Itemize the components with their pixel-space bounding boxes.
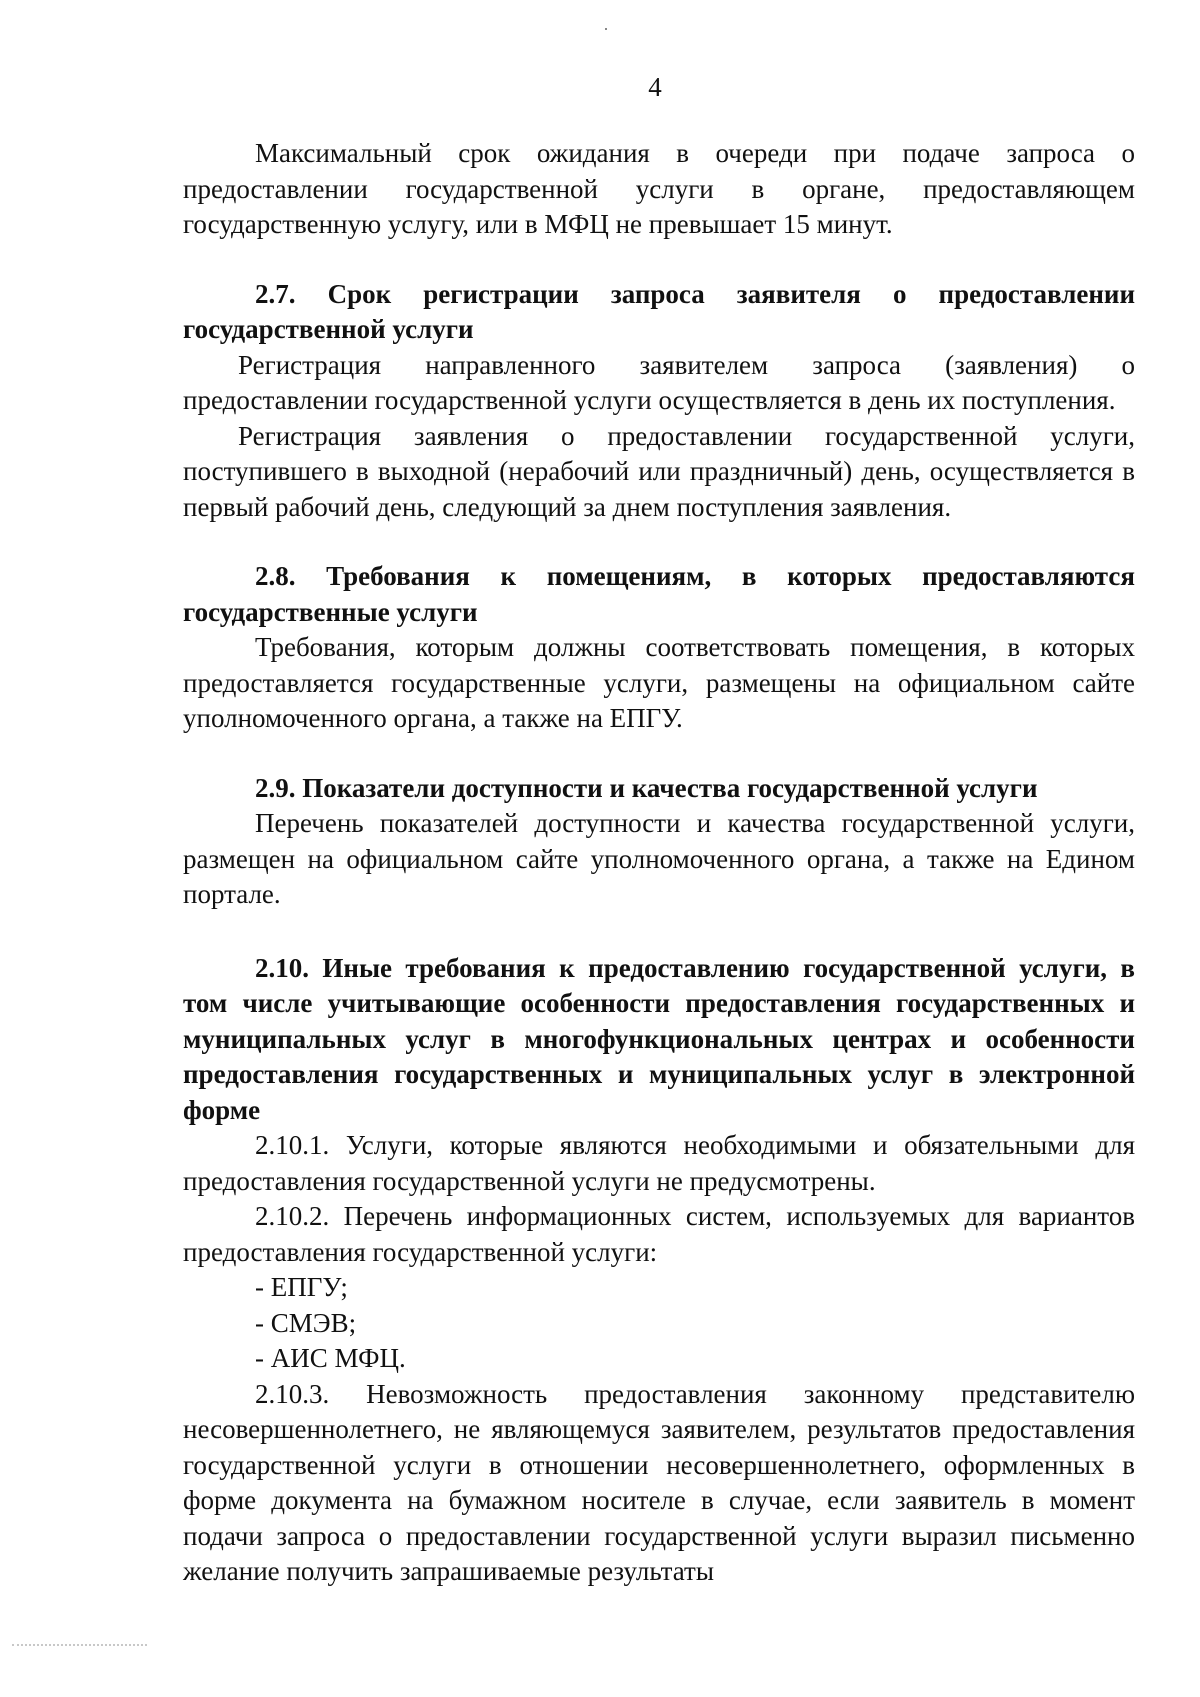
scan-margin-dots	[12, 1644, 147, 1646]
document-body	[183, 136, 1135, 1590]
paragraph-2-10-3: 2.10.3. Невозможность предоставления законному представителю несовершеннолетнего, не являющемуся заявителем, результатов предоставления государственной услуги в отношении несовершеннолетнего, оформленных в форме документа на бумажном носителе в случае, если заявитель в момент подачи запроса о предоставлении государственной услуги выразил письменно желание получить запрашиваемые результаты	[183, 1378, 1135, 1586]
section-title-2-9: 2.9. Показатели доступности и качества государственной услуги	[255, 772, 1038, 803]
list-item-epgu: - ЕПГУ;	[255, 1272, 348, 1302]
paragraph-2-7-holiday: Регистрация заявления о предоставлении государственной услуги, поступившего в выходной (нерабочий или праздничный) день, осуществляется в первый рабочий день, следующий за днем поступления заявления.	[183, 420, 1135, 522]
section-title-2-8: 2.8. Требования к помещениям, в которых предоставляются государственные услуги	[183, 561, 1135, 627]
paragraph-2-9-indicators: Перечень показателей доступности и качества государственной услуги, размещен на официальном сайте уполномоченного органа, а также на Едином портале.	[183, 808, 1135, 909]
page-number: 4	[648, 72, 662, 102]
scan-speck	[605, 28, 607, 30]
list-item-smev: - СМЭВ;	[255, 1307, 357, 1338]
paragraph-2-10-2: 2.10.2. Перечень информационных систем, используемых для вариантов предоставления государственной услуги:	[183, 1201, 1135, 1267]
paragraph-2-7-registration: Регистрация направленного заявителем запроса (заявления) о предоставлении государственной услуги осуществляется в день их поступления.	[183, 349, 1135, 415]
paragraph-2-10-1: 2.10.1. Услуги, которые являются необходимыми и обязательными для предоставления государственной услуги не предусмотрены.	[183, 1130, 1135, 1196]
paragraph-queue-time: Максимальный срок ожидания в очереди при подаче запроса о предоставлении государственной услуги в органе, предоставляющем государственную услугу, или в МФЦ не превышает 15 минут.	[183, 138, 1135, 239]
section-title-2-7: 2.7. Срок регистрации запроса заявителя о предоставлении государственной услуги	[183, 278, 1135, 344]
list-item-ais-mfc: - АИС МФЦ.	[255, 1343, 406, 1373]
paragraph-2-8-premises: Требования, которым должны соответствовать помещения, в которых предоставляется государственные услуги, размещены на официальном сайте уполномоченного органа, а также на ЕПГУ.	[183, 632, 1135, 733]
section-title-2-10: 2.10. Иные требования к предоставлению государственной услуги, в том числе учитывающие особенности предоставления государственных и муниципальных услуг в многофункциональных центрах и особенности предоставления государственных и муниципальных услуг в электронной форме	[183, 952, 1135, 1125]
